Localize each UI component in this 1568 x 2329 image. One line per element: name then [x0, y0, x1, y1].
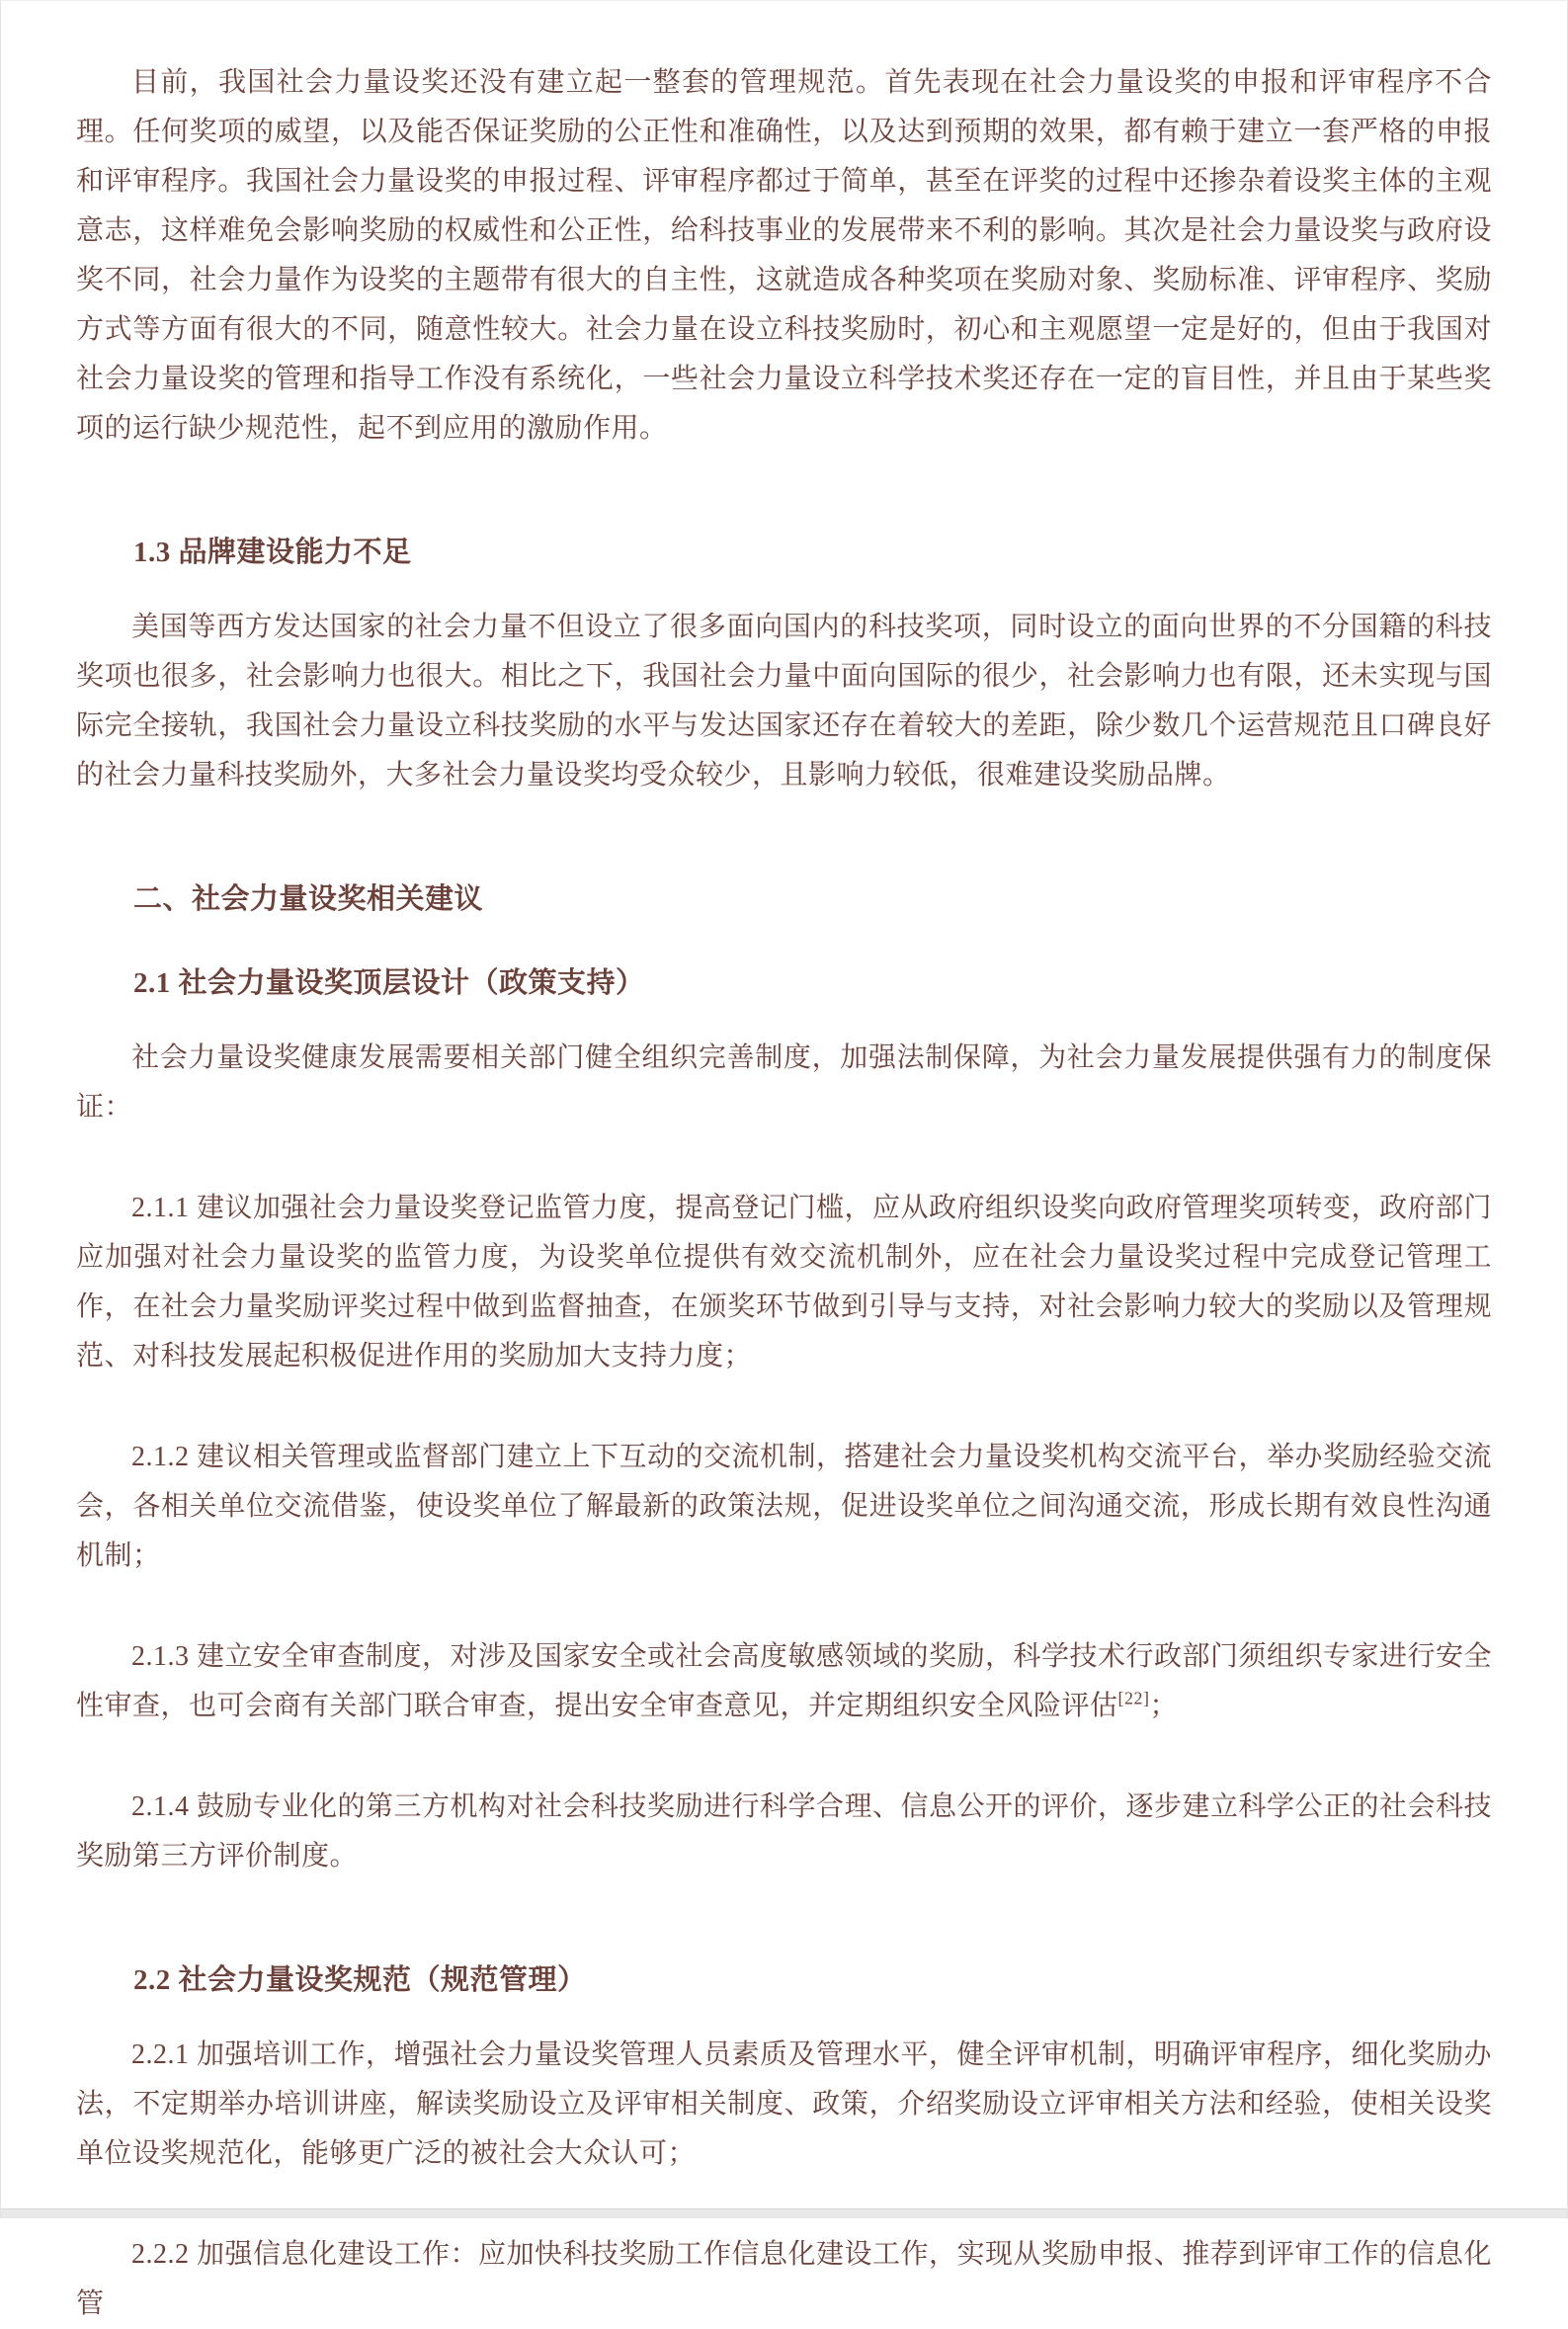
- paragraph: [76, 2230, 1492, 2329]
- paragraph: [76, 1034, 1492, 1132]
- paragraph: [76, 1433, 1492, 1581]
- paragraph: [76, 603, 1492, 800]
- section-heading: [76, 958, 1492, 1008]
- text-run: 社会力量设奖健康发展需要相关部门健全组织完善制度，加强法制保障，为社会力量发展提供强有力的制度保证：: [76, 1042, 1492, 1123]
- section-heading: [76, 528, 1492, 577]
- paragraph: [76, 2031, 1492, 2179]
- citation-superscript: [22]: [1117, 1688, 1150, 1708]
- text-run: 2.2.2 加强信息化建设工作：应加快科技奖励工作信息化建设工作，实现从奖励申报、推荐到评审工作的信息化管: [76, 2239, 1493, 2319]
- text-run: 2.1.2 建议相关管理或监督部门建立上下互动的交流机制，搭建社会力量设奖机构交流平台，举办奖励经验交流会，各相关单位交流借鉴，使设奖单位了解最新的政策法规，促进设奖单位之间沟通交流，形成长期有效良性沟通机制；: [76, 1442, 1493, 1571]
- text-run: 1.3 品牌建设能力不足: [133, 537, 412, 568]
- text-run: 2.2 社会力量设奖规范（规范管理）: [133, 1964, 587, 1996]
- paragraph: [76, 1632, 1492, 1731]
- text-run: 目前，我国社会力量设奖还没有建立起一整套的管理规范。首先表现在社会力量设奖的申报和评审程序不合理。任何奖项的威望，以及能否保证奖励的公正性和准确性，以及达到预期的效果，都有赖于建立一套严格的申报和评审程序。我国社会力量设奖的申报过程、评审程序都过于简单，甚至在评奖的过程中还掺杂着设奖主体的主观意志，这样难免会影响奖励的权威性和公正性，给科技事业的发展带来不利的影响。其次是社会力量设奖与政府设奖不同，社会力量作为设奖的主题带有很大的自主性，这就造成各种奖项在奖励对象、奖励标准、评审程序、奖励方式等方面有很大的不同，随意性较大。社会力量在设立科技奖励时，初心和主观愿望一定是好的，但由于我国对社会力量设奖的管理和指导工作没有系统化，一些社会力量设立科学技术奖还存在一定的盲目性，并且由于某些奖项的运行缺少规范性，起不到应用的激励作用。: [76, 67, 1492, 444]
- section-heading: [76, 874, 1492, 924]
- text-run: 2.1.1 建议加强社会力量设奖登记监管力度，提高登记门槛，应从政府组织设奖向政府管理奖项转变，政府部门应加强对社会力量设奖的监管力度，为设奖单位提供有效交流机制外，应在社会力量设奖过程中完成登记管理工作，在社会力量奖励评奖过程中做到监督抽查，在颁奖环节做到引导与支持，对社会影响力较大的奖励以及管理规范、对科技发展起积极促进作用的奖励加大支持力度；: [76, 1193, 1493, 1372]
- text-run: 2.1 社会力量设奖顶层设计（政策支持）: [133, 967, 645, 999]
- paragraph: [76, 1783, 1492, 1881]
- paragraph: [76, 58, 1492, 454]
- text-run: ；: [1149, 1691, 1179, 1721]
- text-run: 二、社会力量设奖相关建议: [133, 883, 484, 915]
- text-run: 2.1.4 鼓励专业化的第三方机构对社会科技奖励进行科学合理、信息公开的评价，逐步建立科学公正的社会科技奖励第三方评价制度。: [76, 1791, 1493, 1872]
- paragraph: [76, 1184, 1492, 1381]
- page-bottom-edge: [1, 2208, 1567, 2218]
- text-run: 2.1.3 建立安全审查制度，对涉及国家安全或社会高度敏感领域的奖励，科学技术行政部门须组织专家进行安全性审查，也可会商有关部门联合审查，提出安全审查意见，并定期组织安全风险评估: [76, 1641, 1493, 1721]
- document-content: [1, 1, 1567, 2329]
- text-run: 2.2.1 加强培训工作，增强社会力量设奖管理人员素质及管理水平，健全评审机制，明确评审程序，细化奖励办法，不定期举办培训讲座，解读奖励设立及评审相关制度、政策，介绍奖励设立评审相关方法和经验，使相关设奖单位设奖规范化，能够更广泛的被社会大众认可；: [76, 2039, 1493, 2169]
- text-run: 美国等西方发达国家的社会力量不但设立了很多面向国内的科技奖项，同时设立的面向世界的不分国籍的科技奖项也很多，社会影响力也很大。相比之下，我国社会力量中面向国际的很少，社会影响力也有限，还未实现与国际完全接轨，我国社会力量设立科技奖励的水平与发达国家还存在着较大的差距，除少数几个运营规范且口碑良好的社会力量科技奖励外，大多社会力量设奖均受众较少，且影响力较低，很难建设奖励品牌。: [76, 612, 1492, 790]
- section-heading: [76, 1955, 1492, 2005]
